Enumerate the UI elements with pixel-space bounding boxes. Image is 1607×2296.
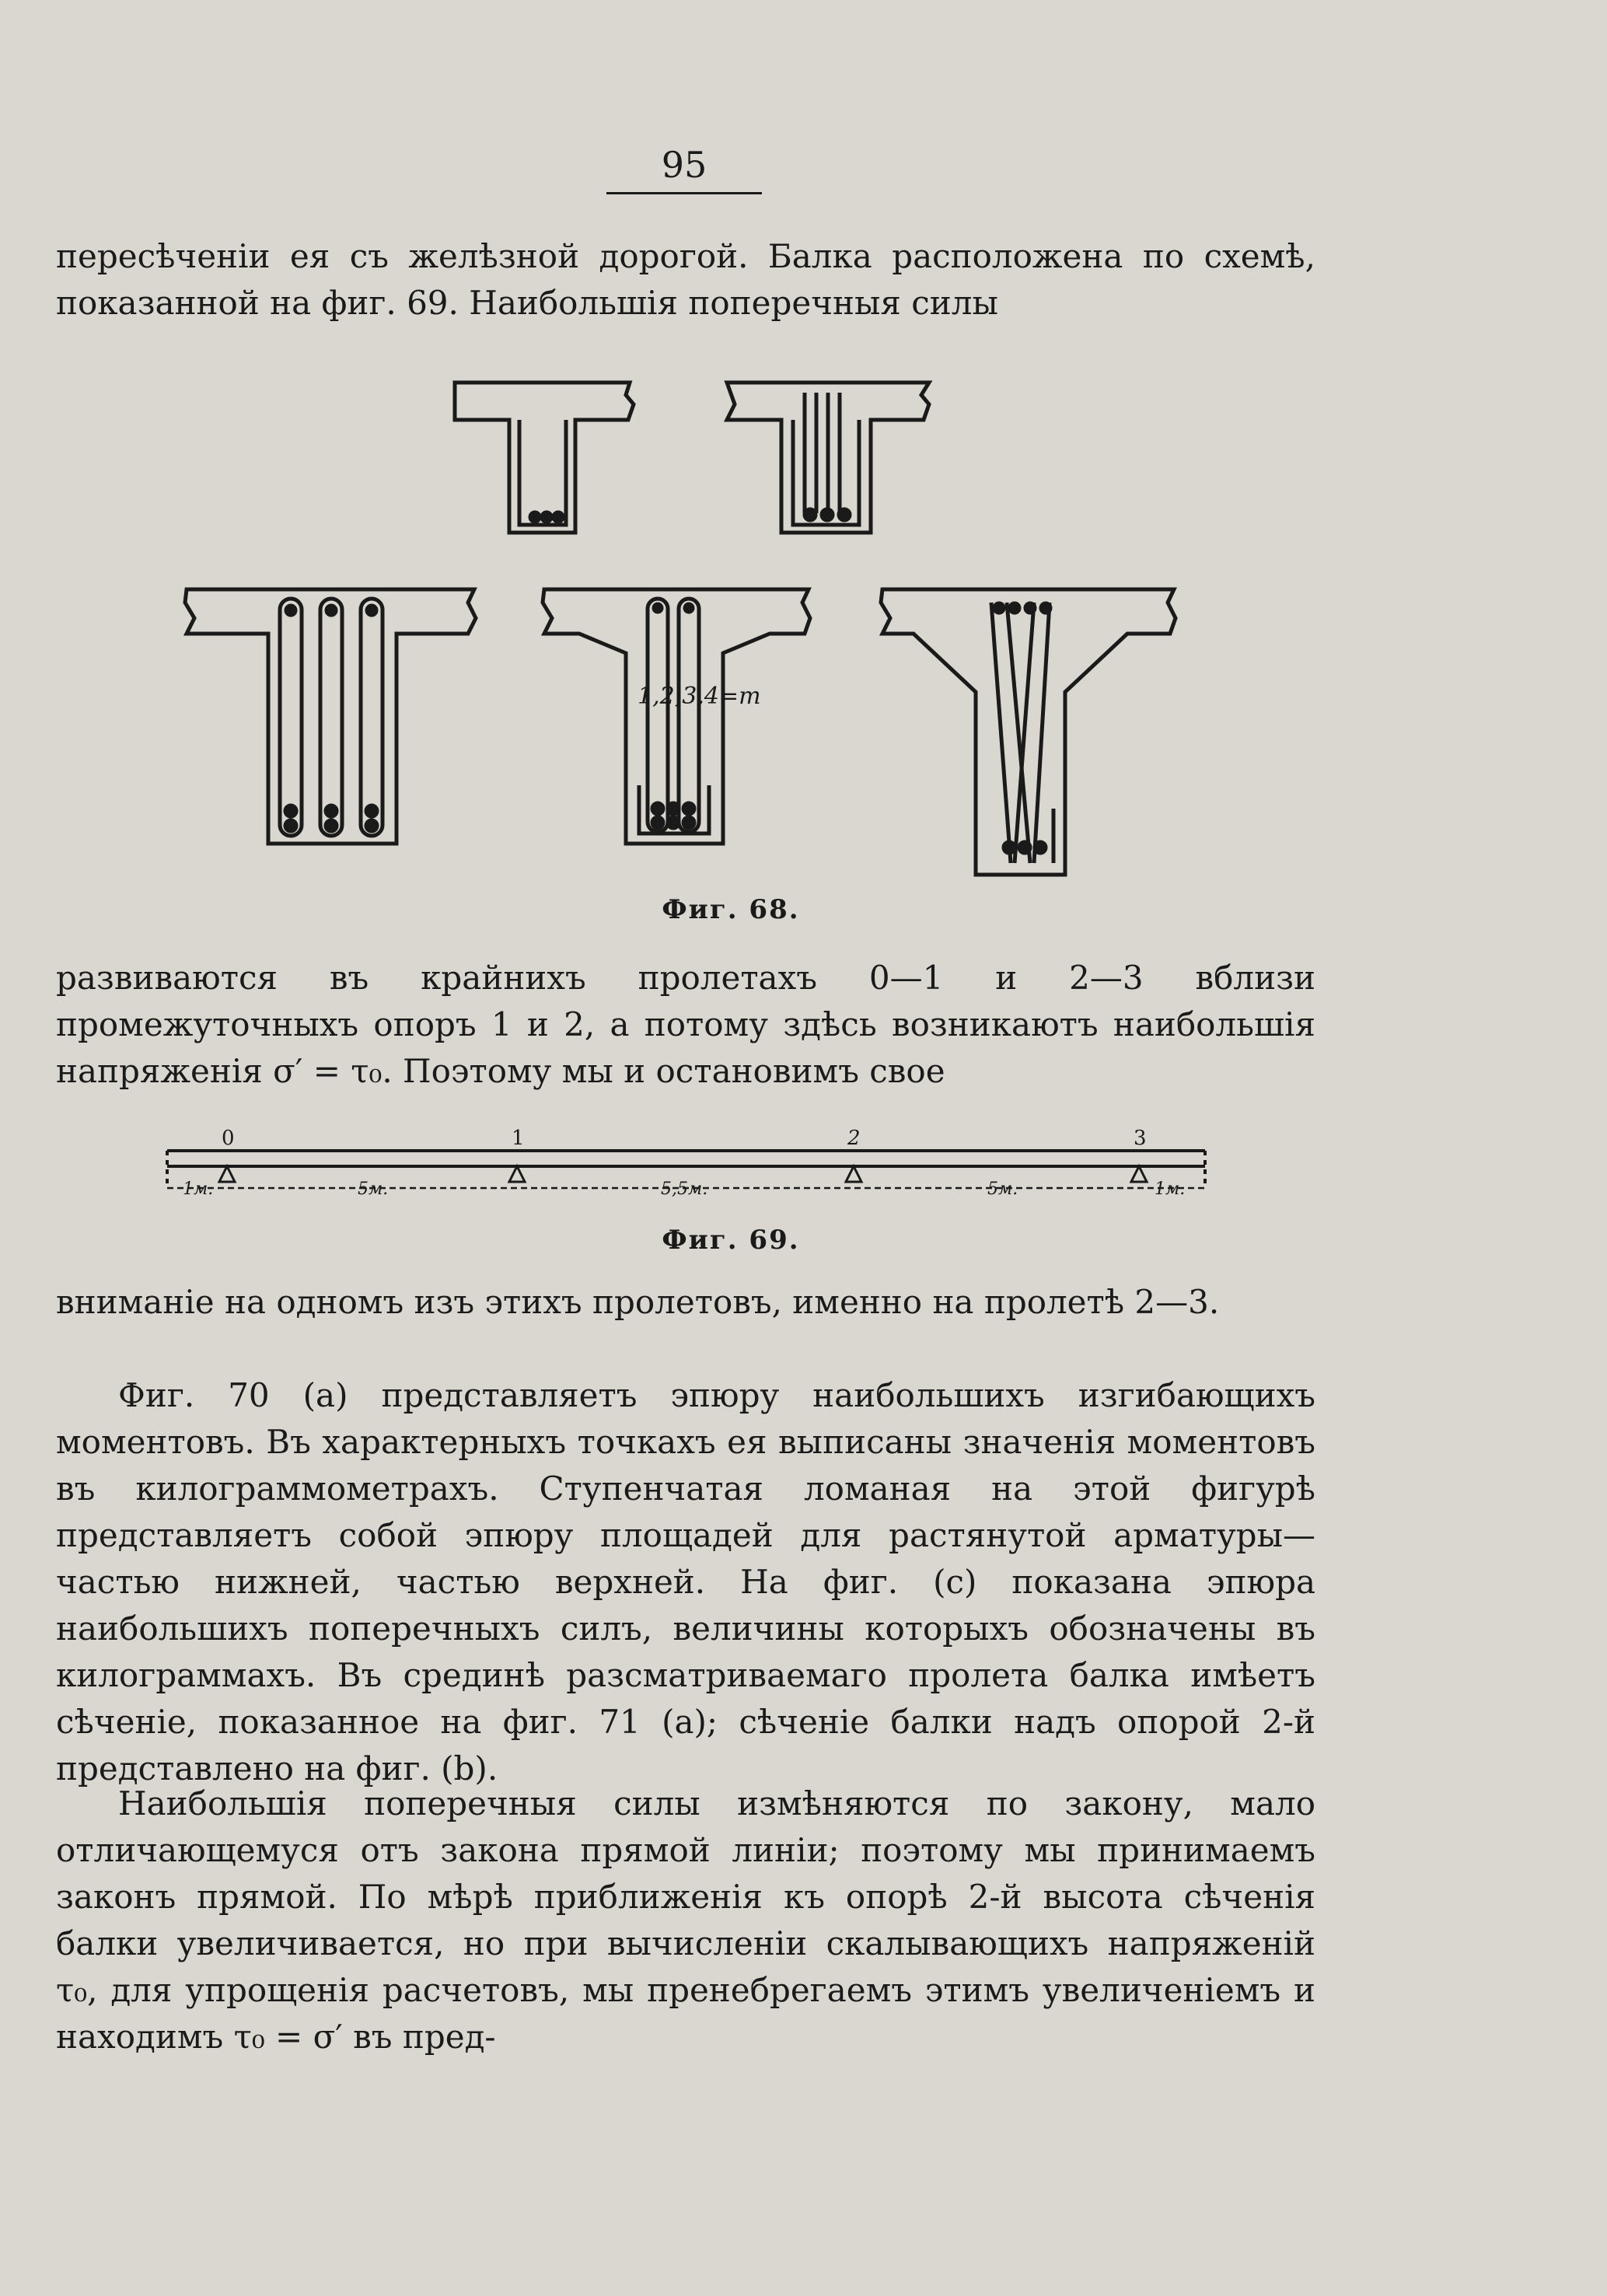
fig69-span-label-5: 1м. (1155, 1179, 1186, 1199)
fig69-support-label-0: 0 (222, 1127, 235, 1150)
fig69-span-label-3: 5,5м. (661, 1179, 708, 1199)
paragraph-1: пересѣченіи ея съ желѣзной дорогой. Балка расположена по схемѣ, показанной на фиг. 69. Наибольшія поперечныя силы (56, 237, 1315, 322)
fig69-support-label-1: 1 (512, 1127, 525, 1150)
figure-68-caption: Фиг. 68. (662, 894, 800, 925)
fig69-span-label-1: 1м. (183, 1179, 214, 1199)
fig69-span-label-2: 5м. (358, 1179, 389, 1199)
fig68-bar-label: 1,2,3,4=m (638, 683, 761, 710)
figure-69-caption: Фиг. 69. (662, 1225, 800, 1256)
fig69-span-label-4: 5м. (987, 1179, 1018, 1199)
fig69-support-label-3: 3 (1134, 1127, 1147, 1150)
fig69-support-label-2: 2 (847, 1127, 861, 1150)
paragraph-2: развиваются въ крайнихъ пролетахъ 0—1 и 2—3 вблизи промежуточныхъ опоръ 1 и 2, а потому здѣсь возникаютъ наибольшія напряженія σ′ = τ₀. Поэтому мы и остановимъ свое (56, 959, 1315, 1090)
paragraph-4: Фиг. 70 (a) представляетъ эпюру наибольшихъ изгибающихъ моментовъ. Въ характерныхъ точкахъ ея выписаны значенія моментовъ въ килограммометрахъ. Ступенчатая ломаная на этой фигурѣ представляетъ собой эпюру площадей для растянутой арматуры—частью нижней, частью верхней. На фиг. (c) показана эпюра наибольшихъ поперечныхъ силъ, величины которыхъ обозначены въ килограммахъ. Въ срединѣ разсматриваемаго пролета балка имѣетъ сѣченіе, показанное на фиг. 71 (a); сѣченіе балки надъ опорой 2-й представлено на фиг. (b). (56, 1376, 1315, 1788)
page-number: 95 (661, 144, 707, 186)
paragraph-5: Наибольшія поперечныя силы измѣняются по закону, мало отличающемуся отъ закона прямой линіи; поэтому мы принимаемъ законъ прямой. По мѣрѣ приближенія къ опорѣ 2-й высота сѣченія балки увеличивается, но при вычисленіи скалывающихъ напряженій τ₀, для упрощенія расчетовъ, мы пренебрегаемъ этимъ увеличеніемъ и находимъ τ₀ = σ′ въ пред- (56, 1784, 1315, 2056)
paragraph-3: вниманіе на одномъ изъ этихъ пролетовъ, именно на пролетѣ 2—3. (56, 1283, 1220, 1321)
